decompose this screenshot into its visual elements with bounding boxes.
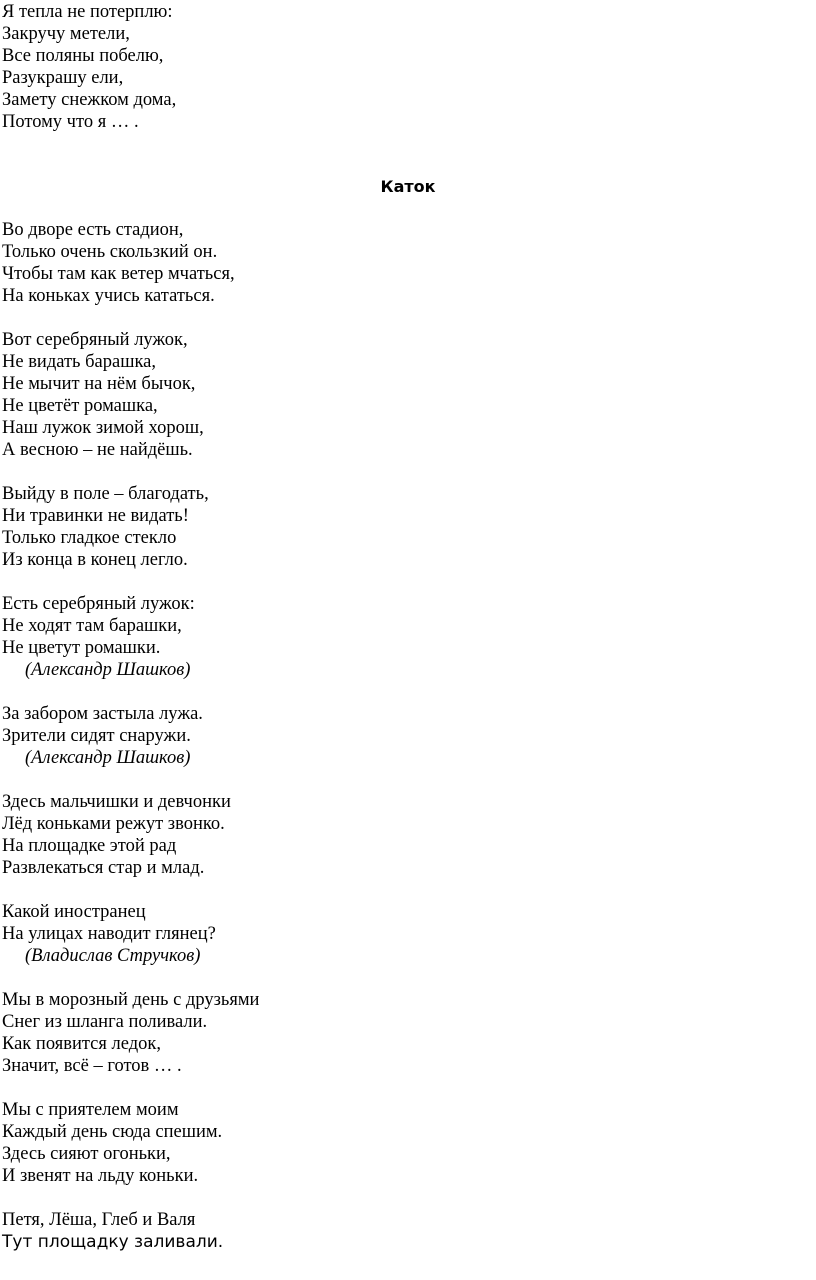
poem-line: Лёд коньками режут звонко. <box>2 814 225 834</box>
poem-line: Какой иностранец <box>2 902 146 922</box>
poem-line: Вот серебряный лужок, <box>2 330 188 350</box>
poem-line: Не цветёт ромашка, <box>2 396 158 416</box>
poem-line: Мы с приятелем моим <box>2 1100 179 1120</box>
poem-line: Только очень скользкий он. <box>2 242 218 262</box>
section-title: Каток <box>380 177 436 196</box>
poem-line: На площадке этой рад <box>2 836 177 856</box>
poem-line: Петя, Лёша, Глеб и Валя <box>2 1210 196 1230</box>
poem-line: Здесь сияют огоньки, <box>2 1144 171 1164</box>
poem-line: Потому что я … . <box>2 112 139 132</box>
poem-line: Выйду в поле – благодать, <box>2 484 209 504</box>
poem-line: Не цветут ромашки. <box>2 638 161 658</box>
poem-line: Мы в морозный день с друзьями <box>2 990 260 1010</box>
poem-line: Не мычит на нём бычок, <box>2 374 196 394</box>
poem-line: Снег из шланга поливали. <box>2 1012 208 1032</box>
poem-line: Закручу метели, <box>2 24 130 44</box>
poem-line: Значит, всё – готов … . <box>2 1056 182 1076</box>
poem-line: На улицах наводит глянец? <box>2 924 216 944</box>
poem-line: Из конца в конец легло. <box>2 550 188 570</box>
poem-line: Наш лужок зимой хорош, <box>2 418 204 438</box>
poem-line: Развлекаться стар и млад. <box>2 858 205 878</box>
poem-line: А весною – не найдёшь. <box>2 440 193 460</box>
poem-line: Замету снежком дома, <box>2 90 177 110</box>
poem-line: Во дворе есть стадион, <box>2 220 184 240</box>
poem-line: Только гладкое стекло <box>2 528 177 548</box>
poem-line: Разукрашу ели, <box>2 68 124 88</box>
poem-line: Я тепла не потерплю: <box>2 2 173 22</box>
poem-line: Не видать барашка, <box>2 352 156 372</box>
poem-line: На коньках учись кататься. <box>2 286 215 306</box>
poem-line: Каждый день сюда спешим. <box>2 1122 223 1142</box>
poem-line: Не ходят там барашки, <box>2 616 182 636</box>
poem-line: Как появится ледок, <box>2 1034 161 1054</box>
poem-line: Есть серебряный лужок: <box>2 594 195 614</box>
author-credit: (Владислав Стручков) <box>25 946 201 966</box>
poem-line: Тут площадку заливали. <box>2 1232 224 1252</box>
poem-line: Все поляны побелю, <box>2 46 164 66</box>
poem-line: Здесь мальчишки и девчонки <box>2 792 231 812</box>
poem-line: Чтобы там как ветер мчаться, <box>2 264 235 284</box>
poem-line: И звенят на льду коньки. <box>2 1166 199 1186</box>
poem-line: Ни травинки не видать! <box>2 506 189 526</box>
poem-line: За забором застыла лужа. <box>2 704 203 724</box>
poem-line: Зрители сидят снаружи. <box>2 726 191 746</box>
author-credit: (Александр Шашков) <box>25 660 191 680</box>
author-credit: (Александр Шашков) <box>25 748 191 768</box>
